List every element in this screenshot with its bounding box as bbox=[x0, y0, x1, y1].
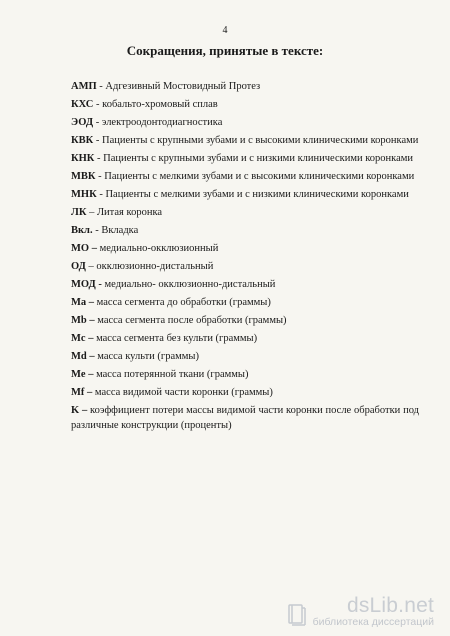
abbreviation-definition: масса видимой части коронки (граммы) bbox=[94, 387, 273, 398]
abbreviation-definition: медиально-окклюзионный bbox=[99, 243, 219, 254]
abbreviation-definition: электроодонтодиагностика bbox=[101, 117, 223, 128]
abbreviation-separator: – bbox=[86, 207, 97, 218]
abbreviation-definition: масса сегмента без культи (граммы) bbox=[96, 333, 258, 344]
watermark bbox=[287, 596, 434, 628]
abbreviation-definition: окклюзионно-дистальный bbox=[96, 261, 214, 272]
watermark-subtitle: библиотека диссертаций bbox=[312, 616, 434, 628]
abbreviation-term: Mf – bbox=[71, 387, 93, 398]
abbreviation-separator: - bbox=[95, 171, 105, 182]
abbreviation-entry bbox=[71, 151, 419, 166]
abbreviation-entry bbox=[71, 331, 419, 346]
abbreviation-entry bbox=[71, 205, 419, 220]
abbreviation-definition: Пациенты с крупными зубами и с низкими клиническими коронками bbox=[103, 153, 414, 164]
abbreviation-list bbox=[71, 79, 419, 436]
abbreviation-entry bbox=[71, 115, 419, 130]
abbreviation-definition: медиально- окклюзионно-дистальный bbox=[104, 279, 276, 290]
abbreviation-separator: - bbox=[93, 135, 102, 146]
abbreviation-term: Mb – bbox=[71, 315, 95, 326]
abbreviation-definition: кобальто-хромовый сплав bbox=[102, 99, 218, 110]
abbreviation-entry bbox=[71, 403, 419, 433]
abbreviation-separator: – bbox=[85, 261, 97, 272]
abbreviation-entry bbox=[71, 187, 419, 202]
abbreviation-definition: масса сегмента после обработки (граммы) bbox=[97, 315, 287, 326]
book-icon bbox=[287, 602, 307, 626]
abbreviation-entry bbox=[71, 313, 419, 328]
abbreviation-definition: Пациенты с мелкими зубами и с низкими клиническими коронками bbox=[105, 189, 409, 200]
abbreviation-term: КХС bbox=[71, 99, 94, 110]
abbreviation-term: КНК bbox=[71, 153, 95, 164]
abbreviation-definition: Пациенты с крупными зубами и с высокими клиническими коронками bbox=[101, 135, 419, 146]
abbreviation-definition: Литая коронка bbox=[96, 207, 163, 218]
abbreviation-definition: коэффициент потери массы видимой части коронки после обработки под различные конструкции (проценты) bbox=[71, 405, 420, 431]
page-heading: Сокращения, принятые в тексте: bbox=[126, 43, 324, 58]
abbreviation-term: Me – bbox=[71, 369, 94, 380]
abbreviation-term: МОД - bbox=[71, 279, 102, 290]
abbreviation-term: АМП bbox=[71, 81, 97, 92]
abbreviation-entry bbox=[71, 259, 419, 274]
abbreviation-term: K – bbox=[71, 405, 88, 416]
abbreviation-definition: масса культи (граммы) bbox=[97, 351, 199, 362]
abbreviation-term: ЭОД bbox=[71, 117, 94, 128]
abbreviation-entry bbox=[71, 97, 419, 112]
abbreviation-term: МО – bbox=[71, 243, 97, 254]
abbreviation-separator: - bbox=[92, 225, 102, 236]
abbreviation-definition: Пациенты с мелкими зубами и с высокими клиническими коронками bbox=[104, 171, 415, 182]
abbreviation-entry bbox=[71, 385, 419, 400]
abbreviation-term: Ma – bbox=[71, 297, 95, 308]
abbreviation-definition: масса сегмента до обработки (граммы) bbox=[96, 297, 271, 308]
abbreviation-entry bbox=[71, 349, 419, 364]
abbreviation-entry bbox=[71, 241, 419, 256]
abbreviation-entry bbox=[71, 367, 419, 382]
abbreviation-separator: - bbox=[93, 99, 103, 110]
abbreviation-term: МНК bbox=[71, 189, 97, 200]
abbreviation-entry bbox=[71, 169, 419, 184]
abbreviation-term: Вкл. bbox=[71, 225, 93, 236]
abbreviation-entry bbox=[71, 295, 419, 310]
abbreviation-entry bbox=[71, 79, 419, 94]
abbreviation-term: КВК bbox=[71, 135, 94, 146]
abbreviation-term: ОД bbox=[71, 261, 86, 272]
abbreviation-definition: Вкладка bbox=[101, 225, 139, 236]
abbreviation-separator: - bbox=[96, 81, 106, 92]
abbreviation-term: МВК bbox=[71, 171, 96, 182]
abbreviation-definition: Адгезивный Мостовидный Протез bbox=[105, 81, 261, 92]
abbreviation-entry bbox=[71, 277, 419, 292]
abbreviation-entry bbox=[71, 223, 419, 238]
abbreviation-definition: масса потерянной ткани (граммы) bbox=[96, 369, 249, 380]
abbreviation-term: Md – bbox=[71, 351, 95, 362]
abbreviation-separator: - bbox=[93, 117, 102, 128]
abbreviation-separator: - bbox=[94, 153, 104, 164]
abbreviation-term: Mc – bbox=[71, 333, 94, 344]
abbreviation-term: ЛК bbox=[71, 207, 87, 218]
page-number: 4 bbox=[222, 25, 228, 36]
watermark-logo: dsLib.net bbox=[346, 594, 434, 617]
abbreviation-separator: - bbox=[96, 189, 106, 200]
abbreviation-entry bbox=[71, 133, 419, 148]
